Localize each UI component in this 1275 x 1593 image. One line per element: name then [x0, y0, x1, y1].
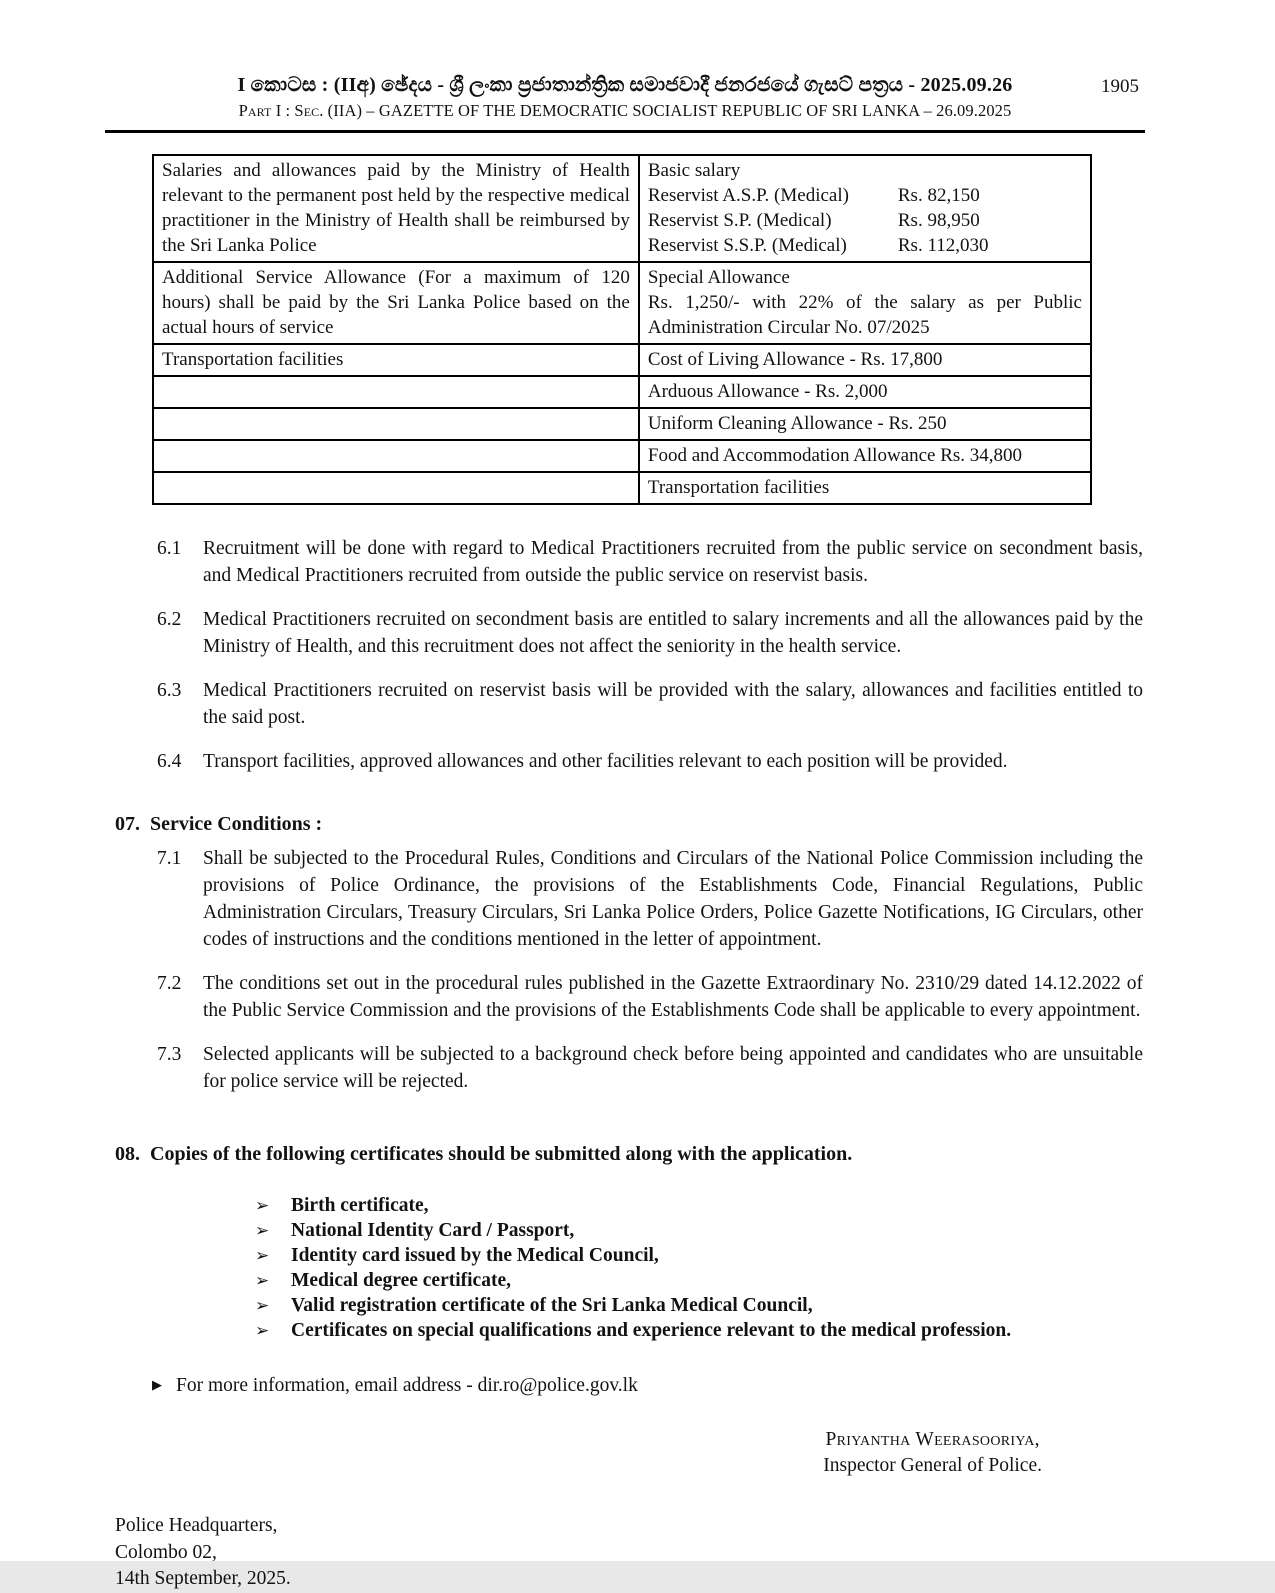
certificate-name: Identity card issued by the Medical Council, [291, 1245, 659, 1266]
certificate-name: Valid registration certificate of the Sri Lanka Medical Council, [291, 1295, 813, 1316]
table-row [153, 408, 1091, 440]
salary-amount: Rs. 98,950 [897, 210, 980, 231]
clause-text: The conditions set out in the procedural rules published in the Gazette Extraordinary No. 2310/29 dated 14.12.2022 of the Public Service Commission and the provisions of the Establishments Code shall be applicable to every appointment. [203, 973, 1143, 1021]
list-item [255, 1193, 1275, 1218]
special-allowance-title: Special Allowance [647, 267, 790, 288]
certificate-name: Certificates on special qualifications and experience relevant to the medical profession. [291, 1320, 1012, 1341]
table-row [153, 376, 1091, 408]
salary-allowances-table [152, 154, 1092, 505]
table-row [153, 262, 1091, 344]
certificate-list [255, 1193, 1275, 1343]
table-row [153, 472, 1091, 504]
basic-salary-title: Basic salary [647, 160, 741, 181]
table-cell-left: Transportation facilities [153, 344, 639, 376]
table-cell-right [639, 262, 1091, 344]
clause-6-2 [157, 606, 1143, 660]
clause-text: Transport facilities, approved allowances and other facilities relevant to each position will be provided. [203, 751, 1008, 772]
clause-number: 6.4 [157, 751, 182, 772]
table-row [153, 344, 1091, 376]
table-cell-left [153, 472, 639, 504]
header-english-line: Part I : Sec. (IIA) – GAZETTE OF THE DEMOCRATIC SOCIALIST REPUBLIC OF SRI LANKA – 26.09.2025 [238, 101, 1012, 120]
clause-7-3 [157, 1041, 1143, 1095]
table-cell-right [639, 155, 1091, 262]
more-information-line [152, 1375, 1275, 1397]
footer-address [115, 1513, 1275, 1593]
salary-rank: Reservist S.P. (Medical) [647, 210, 832, 231]
certificate-name: National Identity Card / Passport, [291, 1220, 575, 1241]
header-divider-rule [105, 130, 1145, 133]
list-item [255, 1293, 1275, 1318]
salary-amount: Rs. 112,030 [897, 235, 989, 256]
clause-number: 6.3 [157, 680, 182, 701]
clause-6-1 [157, 535, 1143, 589]
clause-number: 7.2 [157, 973, 182, 994]
table-cell-right: Transportation facilities [639, 472, 1091, 504]
special-allowance-text: Rs. 1,250/- with 22% of the salary as per Public Administration Circular No. 07/2025 [647, 292, 1082, 338]
table-cell-left: Additional Service Allowance (For a maximum of 120 hours) shall be paid by the Sri Lanka Police based on the actual hours of service [153, 262, 639, 344]
table-cell-left [153, 376, 639, 408]
footer-line: 14th September, 2025. [115, 1568, 291, 1589]
footer-line: Police Headquarters, [115, 1515, 278, 1536]
salary-line [648, 208, 1082, 233]
certificate-name: Medical degree certificate, [291, 1270, 511, 1291]
footer-line: Colombo 02, [115, 1541, 217, 1563]
page-header [105, 0, 1145, 133]
salary-line [648, 183, 1082, 208]
table-row [153, 440, 1091, 472]
list-item [255, 1268, 1275, 1293]
clause-6-3 [157, 677, 1143, 731]
table-cell-left: Salaries and allowances paid by the Ministry of Health relevant to the permanent post held by the respective medical practitioner in the Ministry of Health shall be reimbursed by the Sri Lanka Police [153, 155, 639, 262]
salary-rank: Reservist A.S.P. (Medical) [647, 185, 849, 206]
table-cell-right: Cost of Living Allowance - Rs. 17,800 [639, 344, 1091, 376]
section-title: Copies of the following certificates should be submitted along with the application. [150, 1143, 853, 1165]
page-number: 1905 [1101, 76, 1139, 97]
salary-rank: Reservist S.S.P. (Medical) [647, 235, 847, 256]
section-8-heading [115, 1141, 1143, 1167]
certificate-name: Birth certificate, [291, 1195, 429, 1216]
arrow-bullet-icon: ➢ [255, 1246, 270, 1265]
signatory-name: Priyantha Weerasooriya, [825, 1429, 1040, 1450]
header-sinhala-date: 2025.09.26 [920, 74, 1013, 96]
section-title: Service Conditions : [150, 813, 323, 835]
table-cell-right: Food and Accommodation Allowance Rs. 34,800 [639, 440, 1091, 472]
section-7-heading [115, 811, 1143, 837]
list-item [255, 1218, 1275, 1243]
list-item [255, 1318, 1275, 1343]
salary-amount: Rs. 82,150 [897, 185, 980, 206]
clause-7-1 [157, 845, 1143, 953]
section-number: 07. [115, 813, 140, 835]
clause-text: Shall be subjected to the Procedural Rules, Conditions and Circulars of the National Police Commission including the provisions of Police Ordinance, the provisions of the Establishments Code, Financial Regulations, Public Administration Circulars, Treasury Circulars, Sri Lanka Police Orders, Police Gazette Notifications, IG Circulars, other codes of instructions and the conditions mentioned in the letter of appointment. [203, 848, 1143, 950]
signatory-title: Inspector General of Police. [823, 1455, 1042, 1476]
table-cell-left [153, 408, 639, 440]
section-number: 08. [115, 1143, 140, 1165]
clause-text: Medical Practitioners recruited on secondment basis are entitled to salary increments and all the allowances paid by the Ministry of Health, and this recruitment does not affect the seniority in the health service. [203, 609, 1143, 657]
table-row [153, 155, 1091, 262]
clause-6-4 [157, 748, 1143, 775]
arrow-bullet-icon: ➢ [255, 1296, 270, 1315]
list-item [255, 1243, 1275, 1268]
clause-number: 6.1 [157, 538, 182, 559]
clause-text: Recruitment will be done with regard to Medical Practitioners recruited from the public service on secondment basis, and Medical Practitioners recruited from outside the public service on reservist basis. [203, 538, 1143, 586]
clause-number: 7.3 [157, 1044, 182, 1065]
arrow-bullet-icon: ➢ [255, 1196, 270, 1215]
arrow-bullet-icon: ➢ [255, 1271, 270, 1290]
arrow-bullet-icon: ➢ [255, 1321, 270, 1340]
table-cell-left [153, 440, 639, 472]
signature-block [823, 1427, 1042, 1479]
triangle-bullet-icon: ▶ [152, 1377, 162, 1392]
clause-number: 7.1 [157, 848, 182, 869]
table-cell-right: Arduous Allowance - Rs. 2,000 [639, 376, 1091, 408]
arrow-bullet-icon: ➢ [255, 1221, 270, 1240]
clause-text: Selected applicants will be subjected to a background check before being appointed and candidates who are unsuitable for police service will be rejected. [203, 1044, 1143, 1092]
clause-7-2 [157, 970, 1143, 1024]
clause-number: 6.2 [157, 609, 182, 630]
header-sinhala-text: I කොටස : (IIඅ) ඡේදය - ශ්‍රී ලංකා ප්‍රජාතාන්ත්‍රික සමාජවාදී ජනරජයේ ගැසට් පත්‍රය - [237, 74, 921, 96]
email-info-text: For more information, email address - dir.ro@police.gov.lk [176, 1375, 638, 1396]
header-sinhala-line [105, 74, 1145, 97]
salary-line [648, 233, 1082, 258]
clause-text: Medical Practitioners recruited on reservist basis will be provided with the salary, allowances and facilities entitled to the said post. [203, 680, 1143, 728]
table-cell-right: Uniform Cleaning Allowance - Rs. 250 [639, 408, 1091, 440]
